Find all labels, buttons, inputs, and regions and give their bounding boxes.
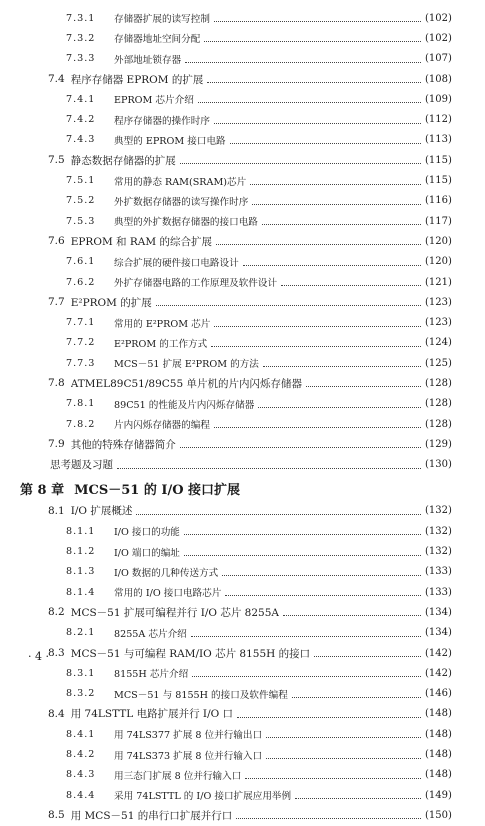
entry-page: (121) bbox=[425, 276, 452, 288]
entry-page: (102) bbox=[425, 12, 452, 24]
dot-leader bbox=[306, 385, 421, 387]
entry-page: (146) bbox=[425, 688, 452, 700]
entry-page: (133) bbox=[425, 586, 452, 598]
dot-leader bbox=[180, 162, 421, 164]
entry-number: 8.2 bbox=[48, 606, 65, 619]
entry-title: 典型的 EPROM 接口电路 bbox=[114, 135, 226, 147]
dot-leader bbox=[207, 81, 421, 83]
entry-number: 8.1.3 bbox=[66, 566, 96, 578]
page-number: · 4 · bbox=[28, 650, 49, 663]
entry-title: E²PROM 的工作方式 bbox=[114, 338, 208, 350]
toc-entry bbox=[0, 704, 485, 724]
toc-entry bbox=[0, 434, 485, 454]
dot-leader bbox=[214, 122, 421, 124]
toc-entry bbox=[0, 211, 485, 231]
entry-title: 8155H 芯片介绍 bbox=[114, 669, 189, 681]
entry-page: (120) bbox=[425, 256, 452, 268]
toc-entry bbox=[0, 765, 485, 785]
toc-entry bbox=[0, 643, 485, 663]
dot-leader bbox=[136, 513, 421, 515]
entry-page: (128) bbox=[425, 418, 452, 430]
entry-page: (123) bbox=[425, 317, 452, 329]
entry-number: 8.1.2 bbox=[66, 546, 96, 558]
dot-leader bbox=[214, 20, 421, 22]
entry-number: 7.9 bbox=[48, 438, 65, 451]
entry-page: (107) bbox=[425, 53, 452, 65]
toc-entry bbox=[0, 744, 485, 764]
entry-page: (128) bbox=[425, 377, 452, 389]
dot-leader bbox=[314, 655, 421, 657]
entry-page: (132) bbox=[425, 505, 452, 517]
entry-number: 7.3.1 bbox=[66, 12, 96, 24]
toc-entry bbox=[0, 150, 485, 170]
entry-title: 常用的 I/O 接口电路芯片 bbox=[114, 588, 222, 600]
dot-leader bbox=[184, 554, 421, 556]
toc-entry bbox=[0, 272, 485, 292]
entry-title: 用 74LS377 扩展 8 位并行输出口 bbox=[114, 730, 263, 742]
entry-page: (132) bbox=[425, 546, 452, 558]
entry-title: EPROM 和 RAM 的综合扩展 bbox=[70, 235, 212, 248]
entry-page: (133) bbox=[425, 566, 452, 578]
entry-title: I/O 接口的功能 bbox=[114, 527, 180, 539]
dot-leader bbox=[214, 325, 421, 327]
entry-number: 8.3 bbox=[48, 647, 65, 660]
entry-title: ATMEL89C51/89C55 单片机的片内闪烁存储器 bbox=[70, 377, 302, 390]
entry-number: 7.8 bbox=[48, 377, 65, 390]
toc-entry bbox=[0, 170, 485, 190]
dot-leader bbox=[295, 797, 421, 799]
entry-number: 7.5.3 bbox=[66, 215, 96, 227]
entry-title: MCS－51 的 I/O 接口扩展 bbox=[74, 483, 241, 499]
entry-page: (113) bbox=[425, 134, 452, 146]
entry-page: (134) bbox=[425, 606, 452, 618]
dot-leader bbox=[230, 142, 421, 144]
entry-number: 7.8.1 bbox=[66, 398, 96, 410]
toc-entry bbox=[0, 109, 485, 129]
toc-entry bbox=[0, 663, 485, 683]
entry-number: 7.7.2 bbox=[66, 337, 96, 349]
entry-title: 思考题及习题 bbox=[50, 459, 113, 472]
toc-entry bbox=[0, 724, 485, 744]
entry-page: (148) bbox=[425, 728, 452, 740]
dot-leader bbox=[117, 467, 421, 469]
dot-leader bbox=[263, 365, 421, 367]
entry-title: I/O 扩展概述 bbox=[70, 505, 133, 518]
entry-page: (115) bbox=[425, 154, 452, 166]
toc-entry bbox=[0, 69, 485, 89]
entry-title: 用 74LSTTL 电路扩展并行 I/O 口 bbox=[70, 708, 234, 721]
entry-page: (112) bbox=[425, 114, 452, 126]
chapter-heading bbox=[0, 477, 485, 501]
entry-page: (150) bbox=[425, 809, 452, 821]
toc-entry bbox=[0, 49, 485, 69]
entry-number: 8.4.4 bbox=[66, 789, 96, 801]
entry-page: (149) bbox=[425, 789, 452, 801]
entry-page: (128) bbox=[425, 398, 452, 410]
entry-number: 7.5.1 bbox=[66, 175, 96, 187]
entry-title: 典型的外扩数据存储器的接口电路 bbox=[114, 217, 258, 229]
entry-page: (148) bbox=[425, 769, 452, 781]
toc-entry bbox=[0, 312, 485, 332]
entry-number: 7.8.2 bbox=[66, 418, 96, 430]
dot-leader bbox=[185, 61, 421, 63]
dot-leader bbox=[292, 696, 421, 698]
entry-title: 8255A 芯片介绍 bbox=[114, 628, 187, 640]
entry-number: 8.4.1 bbox=[66, 728, 96, 740]
toc-entry bbox=[0, 805, 485, 825]
entry-page: (134) bbox=[425, 627, 452, 639]
toc-entry bbox=[0, 541, 485, 561]
dot-leader bbox=[283, 614, 421, 616]
toc-entry bbox=[0, 231, 485, 251]
entry-page: (117) bbox=[425, 215, 452, 227]
toc-entry bbox=[0, 501, 485, 521]
entry-title: 外扩数据存储器的读写操作时序 bbox=[114, 196, 249, 208]
entry-page: (142) bbox=[425, 647, 452, 659]
entry-number: 7.6.1 bbox=[66, 256, 96, 268]
entry-number: 8.3.1 bbox=[66, 667, 96, 679]
entry-page: (102) bbox=[425, 32, 452, 44]
entry-number: 7.5.2 bbox=[66, 195, 96, 207]
toc-entry bbox=[0, 353, 485, 373]
entry-title: 片内闪烁存储器的编程 bbox=[114, 420, 210, 432]
entry-title: MCS－51 与可编程 RAM/IO 芯片 8155H 的接口 bbox=[70, 647, 311, 660]
table-of-contents bbox=[0, 8, 485, 826]
entry-page: (125) bbox=[425, 357, 452, 369]
toc-entry bbox=[0, 191, 485, 211]
entry-title: 采用 74LSTTL 的 I/O 接口扩展应用举例 bbox=[114, 791, 292, 803]
entry-title: E²PROM 的扩展 bbox=[70, 296, 152, 309]
entry-title: EPROM 芯片介绍 bbox=[114, 95, 194, 107]
dot-leader bbox=[281, 284, 421, 286]
toc-entry bbox=[0, 521, 485, 541]
dot-leader bbox=[198, 101, 421, 103]
toc-entry bbox=[0, 602, 485, 622]
entry-number: 7.6 bbox=[48, 235, 65, 248]
entry-title: 综合扩展的硬件接口电路设计 bbox=[114, 257, 239, 269]
entry-number: 7.3.3 bbox=[66, 53, 96, 65]
toc-entry bbox=[0, 373, 485, 393]
dot-leader bbox=[245, 777, 421, 779]
toc-entry bbox=[0, 455, 485, 475]
entry-page: (116) bbox=[425, 195, 452, 207]
entry-title: MCS－51 与 8155H 的接口及软件编程 bbox=[114, 689, 288, 701]
entry-number: 8.4.3 bbox=[66, 769, 96, 781]
entry-page: (129) bbox=[425, 438, 452, 450]
entry-number: 第 8 章 bbox=[20, 483, 65, 499]
entry-page: (123) bbox=[425, 296, 452, 308]
dot-leader bbox=[156, 304, 421, 306]
entry-title: 静态数据存储器的扩展 bbox=[70, 154, 176, 167]
toc-entry bbox=[0, 562, 485, 582]
entry-number: 7.7.3 bbox=[66, 357, 96, 369]
toc-entry bbox=[0, 28, 485, 48]
toc-entry bbox=[0, 8, 485, 28]
entry-title: I/O 数据的几种传送方式 bbox=[114, 567, 219, 579]
entry-number: 7.6.2 bbox=[66, 276, 96, 288]
dot-leader bbox=[204, 40, 421, 42]
entry-title: 其他的特殊存储器简介 bbox=[70, 438, 176, 451]
entry-page: (115) bbox=[425, 175, 452, 187]
toc-entry bbox=[0, 414, 485, 434]
entry-number: 7.4 bbox=[48, 73, 65, 86]
toc-entry bbox=[0, 252, 485, 272]
dot-leader bbox=[236, 817, 421, 819]
entry-page: (132) bbox=[425, 525, 452, 537]
entry-number: 8.4.2 bbox=[66, 749, 96, 761]
entry-title: I/O 端口的编址 bbox=[114, 547, 180, 559]
entry-number: 7.3.2 bbox=[66, 32, 96, 44]
entry-title: 存储器扩展的读写控制 bbox=[114, 14, 210, 26]
entry-number: 8.1.1 bbox=[66, 525, 96, 537]
toc-entry bbox=[0, 292, 485, 312]
entry-number: 8.1.4 bbox=[66, 586, 96, 598]
dot-leader bbox=[222, 574, 421, 576]
toc-entry bbox=[0, 785, 485, 805]
dot-leader bbox=[184, 533, 421, 535]
entry-title: 用 MCS－51 的串行口扩展并行口 bbox=[70, 809, 233, 822]
entry-number: 7.4.1 bbox=[66, 93, 96, 105]
dot-leader bbox=[237, 716, 421, 718]
entry-number: 8.2.1 bbox=[66, 627, 96, 639]
entry-number: 8.1 bbox=[48, 504, 65, 517]
entry-page: (109) bbox=[425, 93, 452, 105]
entry-page: (108) bbox=[425, 73, 452, 85]
entry-page: (142) bbox=[425, 667, 452, 679]
dot-leader bbox=[262, 223, 421, 225]
entry-page: (130) bbox=[425, 459, 452, 471]
entry-title: 用 74LS373 扩展 8 位并行输入口 bbox=[114, 750, 263, 762]
dot-leader bbox=[192, 675, 421, 677]
entry-number: 7.4.2 bbox=[66, 114, 96, 126]
toc-entry bbox=[0, 623, 485, 643]
dot-leader bbox=[266, 736, 421, 738]
dot-leader bbox=[250, 183, 421, 185]
dot-leader bbox=[243, 264, 421, 266]
entry-title: 外部地址锁存器 bbox=[114, 54, 182, 66]
toc-entry bbox=[0, 130, 485, 150]
entry-number: 8.5 bbox=[48, 809, 65, 822]
dot-leader bbox=[214, 426, 421, 428]
toc-entry bbox=[0, 684, 485, 704]
entry-title: 89C51 的性能及片内闪烁存储器 bbox=[114, 399, 255, 411]
dot-leader bbox=[211, 345, 421, 347]
entry-title: MCS－51 扩展可编程并行 I/O 芯片 8255A bbox=[70, 606, 279, 619]
entry-page: (148) bbox=[425, 749, 452, 761]
toc-entry bbox=[0, 582, 485, 602]
entry-page: (120) bbox=[425, 235, 452, 247]
entry-number: 8.3.2 bbox=[66, 688, 96, 700]
entry-number: 7.4.3 bbox=[66, 134, 96, 146]
dot-leader bbox=[252, 203, 421, 205]
dot-leader bbox=[258, 406, 421, 408]
dot-leader bbox=[266, 757, 421, 759]
entry-page: (148) bbox=[425, 708, 452, 720]
entry-number: 8.4 bbox=[48, 707, 65, 720]
dot-leader bbox=[216, 243, 421, 245]
toc-entry bbox=[0, 333, 485, 353]
entry-number: 7.7 bbox=[48, 296, 65, 309]
entry-title: 常用的静态 RAM(SRAM)芯片 bbox=[114, 176, 247, 188]
entry-number: 7.7.1 bbox=[66, 317, 96, 329]
entry-page: (124) bbox=[425, 337, 452, 349]
toc-entry bbox=[0, 89, 485, 109]
dot-leader bbox=[191, 635, 421, 637]
entry-title: 常用的 E²PROM 芯片 bbox=[114, 318, 211, 330]
entry-title: 外扩存储器电路的工作原理及软件设计 bbox=[114, 278, 278, 289]
entry-title: 用三态门扩展 8 位并行输入口 bbox=[114, 770, 242, 782]
toc-entry bbox=[0, 394, 485, 414]
dot-leader bbox=[225, 594, 421, 596]
entry-title: 存储器地址空间分配 bbox=[114, 34, 201, 46]
entry-title: MCS－51 扩展 E²PROM 的方法 bbox=[114, 359, 259, 371]
entry-title: 程序存储器的操作时序 bbox=[114, 115, 210, 127]
dot-leader bbox=[180, 446, 421, 448]
entry-title: 程序存储器 EPROM 的扩展 bbox=[70, 73, 204, 86]
entry-number: 7.5 bbox=[48, 154, 65, 167]
